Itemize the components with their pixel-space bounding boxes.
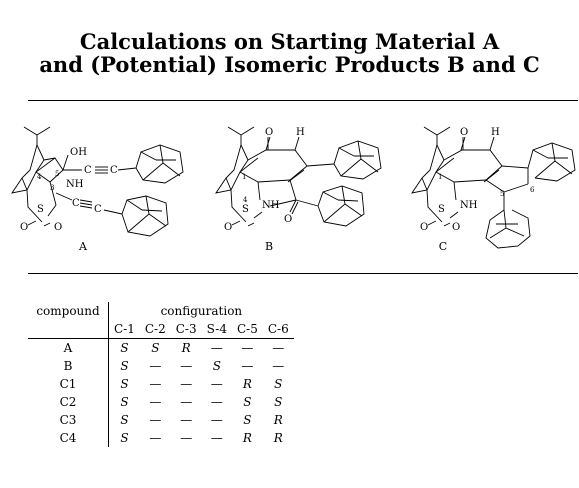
config-cell: S (243, 395, 252, 409)
a-nh-label: NH (66, 179, 84, 190)
table-header-row-2 (28, 320, 294, 339)
config-cell: S (243, 413, 252, 427)
config-cell: — (241, 359, 254, 373)
structure-a (12, 127, 183, 236)
config-cell: — (180, 377, 193, 391)
b-o3-label: O (284, 214, 293, 225)
a-oh-label: OH (70, 147, 87, 158)
c-nh-label: NH (460, 200, 478, 211)
table-row (28, 375, 294, 393)
a-num-4: 4 (37, 173, 42, 181)
center-header: C-5 (232, 320, 263, 339)
config-cell: S (120, 377, 129, 391)
config-cell: — (149, 413, 162, 427)
config-cell: — (272, 341, 285, 355)
b-s-label: S (242, 204, 249, 215)
config-cell: — (149, 395, 162, 409)
figure-title (0, 30, 579, 76)
center-header: S-4 (202, 320, 232, 339)
structure-b (216, 127, 381, 233)
compound-cell: C1 (28, 375, 109, 393)
b-h-label: H (296, 127, 305, 138)
center-header: C-2 (140, 320, 171, 339)
label-b: B (264, 240, 274, 253)
middle-rule (28, 273, 578, 274)
table-row (28, 339, 294, 358)
table-row (28, 429, 294, 447)
top-rule (28, 100, 578, 101)
configuration-header: configuration (160, 304, 243, 318)
table-header-row-1 (28, 302, 294, 320)
a-c3-label: C (72, 198, 80, 209)
label-a: A (79, 240, 87, 253)
config-cell: R (273, 413, 283, 427)
compound-cell: C4 (28, 429, 109, 447)
a-c2-label: C (110, 165, 118, 176)
table-row (28, 411, 294, 429)
config-cell: — (149, 377, 162, 391)
configuration-table (28, 302, 294, 447)
table-row (28, 357, 294, 375)
config-cell: R (273, 431, 283, 445)
c-num-5: 5 (500, 190, 505, 198)
config-cell: — (210, 341, 223, 355)
compound-cell: C2 (28, 393, 109, 411)
config-cell: — (210, 377, 223, 391)
config-cell: S (120, 395, 129, 409)
title-line-2: and (Potential) Isomeric Products B and C (39, 52, 540, 77)
config-cell: — (210, 413, 223, 427)
center-header: C-3 (171, 320, 202, 339)
center-header: C-6 (263, 320, 294, 339)
b-nh-label: NH (262, 200, 280, 211)
c-num-1: 1 (438, 173, 443, 181)
c-num-6: 6 (530, 186, 535, 194)
b-num-4: 4 (243, 196, 248, 204)
compound-cell: A (28, 339, 109, 358)
b-o1-label: O (265, 127, 274, 138)
c-o2-label: O (420, 222, 429, 233)
config-cell: — (180, 395, 193, 409)
a-c4-label: C (94, 204, 102, 215)
config-cell: — (180, 359, 193, 373)
c-o3-label: O (452, 222, 461, 233)
compound-cell: C3 (28, 411, 109, 429)
center-header: C-1 (109, 320, 140, 339)
title-line-1: Calculations on Starting Material A (79, 29, 500, 54)
compound-cell: B (28, 357, 109, 375)
config-cell: — (241, 341, 254, 355)
config-cell: — (210, 431, 223, 445)
compound-header: compound (28, 302, 109, 320)
config-cell: S (120, 359, 129, 373)
config-cell: — (149, 431, 162, 445)
a-o2-label: O (54, 222, 63, 233)
config-cell: S (274, 377, 283, 391)
config-cell: R (242, 431, 252, 445)
config-cell: — (272, 359, 285, 373)
config-cell: S (120, 431, 129, 445)
config-cell: S (212, 359, 221, 373)
a-num-5: 5 (55, 170, 60, 178)
structure-c (412, 127, 575, 248)
a-num-3: 3 (50, 184, 55, 192)
config-cell: S (151, 341, 160, 355)
b-num-1: 1 (242, 173, 247, 181)
a-c1-label: C (84, 165, 92, 176)
config-cell: R (181, 341, 191, 355)
config-cell: S (120, 413, 129, 427)
c-o1-label: O (460, 127, 469, 138)
table-row (28, 393, 294, 411)
config-cell: S (274, 395, 283, 409)
b-o2-label: O (224, 222, 233, 233)
config-cell: — (180, 413, 193, 427)
config-cell: — (149, 359, 162, 373)
config-cell: R (242, 377, 252, 391)
compound-header-spacer (28, 320, 109, 339)
label-c: C (438, 240, 448, 253)
c-s-label: S (438, 204, 445, 215)
a-o1-label: O (20, 222, 29, 233)
config-cell: S (120, 341, 129, 355)
config-cell: — (210, 395, 223, 409)
a-s-label: S (37, 204, 44, 215)
c-h-label: H (491, 127, 500, 138)
config-cell: — (180, 431, 193, 445)
